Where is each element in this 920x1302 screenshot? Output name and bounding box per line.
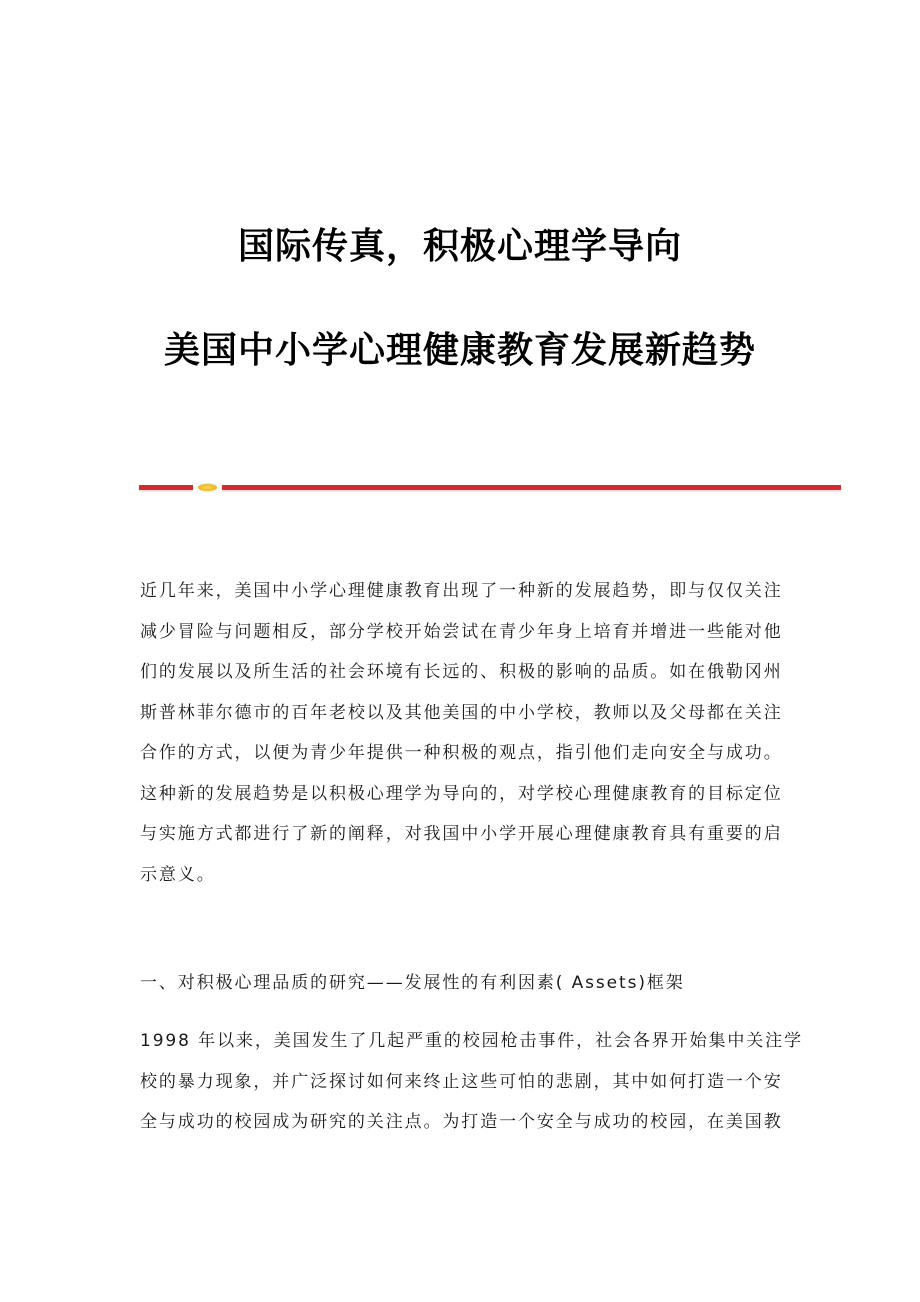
section-heading: 一、对积极心理品质的研究——发展性的有利因素( Assets)框架 (140, 973, 685, 993)
paragraph-line: 斯普林菲尔德市的百年老校以及其他美国的中小学校，教师以及父母都在关注 (140, 702, 783, 723)
divider-ornament-icon (198, 484, 217, 491)
paragraph-line: 与实施方式都进行了新的阐释，对我国中小学开展心理健康教育具有重要的启 (140, 824, 783, 844)
document-title-line-1: 国际传真，积极心理学导向 (237, 226, 682, 267)
divider-bar-right (222, 485, 841, 490)
paragraph-line: 示意义。 (140, 864, 216, 885)
document-title-line-2: 美国中小学心理健康教育发展新趋势 (163, 330, 756, 371)
paragraph-line: 1998 年以来，美国发生了几起严重的校园枪击事件，社会各界开始集中关注学 (140, 1031, 803, 1051)
paragraph-line: 们的发展以及所生活的社会环境有长远的、积极的影响的品质。如在俄勒冈州 (140, 662, 783, 682)
paragraph-line: 全与成功的校园成为研究的关注点。为打造一个安全与成功的校园，在美国教 (140, 1112, 783, 1132)
paragraph-line: 这种新的发展趋势是以积极心理学为导向的，对学校心理健康教育的目标定位 (140, 783, 783, 804)
intro-paragraph (140, 571, 783, 895)
paragraph-line: 合作的方式，以便为青少年提供一种积极的观点，指引他们走向安全与成功。 (140, 743, 783, 763)
divider-bar-left (139, 485, 193, 490)
section-paragraph (140, 1021, 803, 1143)
decorative-divider (139, 485, 841, 491)
paragraph-line: 减少冒险与问题相反，部分学校开始尝试在青少年身上培育并增进一些能对他 (140, 621, 783, 642)
paragraph-line: 近几年来，美国中小学心理健康教育出现了一种新的发展趋势，即与仅仅关注 (140, 581, 783, 601)
paragraph-line: 校的暴力现象，并广泛探讨如何来终止这些可怕的悲剧，其中如何打造一个安 (140, 1071, 783, 1092)
